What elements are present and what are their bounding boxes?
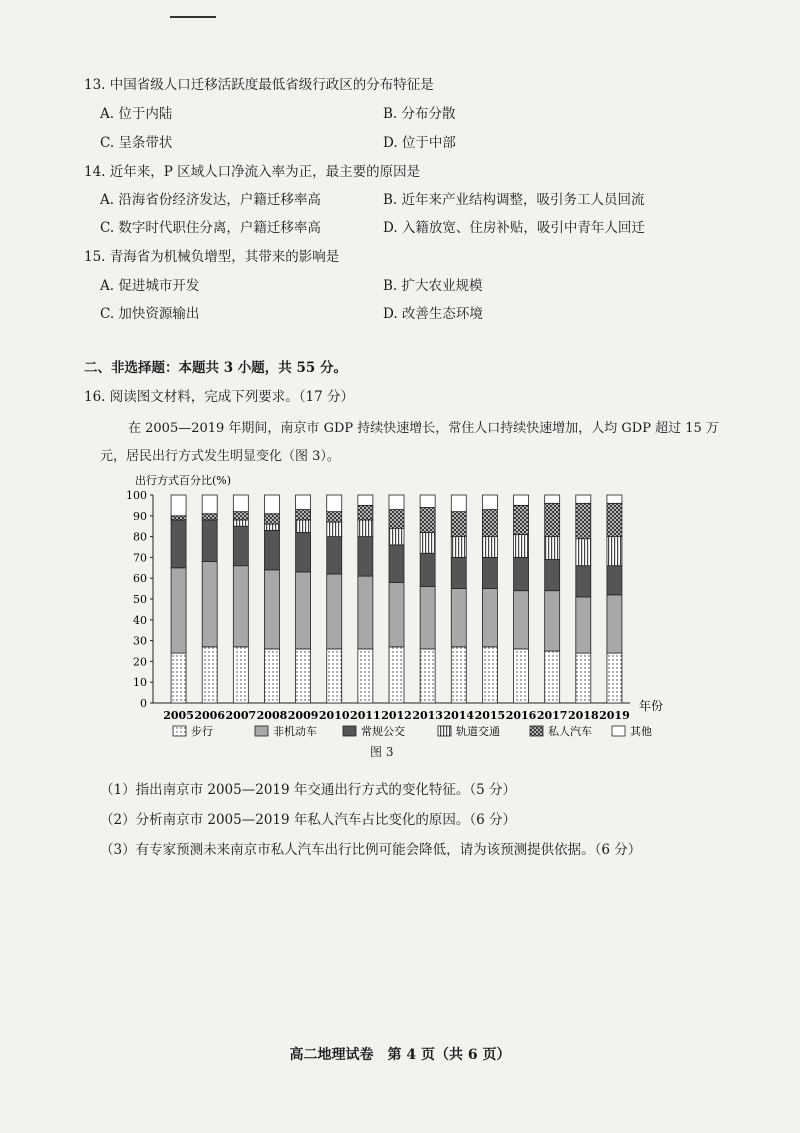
question-13-option-c: C. 呈条带状 (100, 135, 173, 151)
bar-segment-2011-5 (358, 495, 373, 505)
bar-segment-2013-0 (420, 649, 435, 703)
legend-swatch-4 (530, 726, 543, 736)
y-tick-label: 70 (133, 551, 147, 565)
bar-segment-2014-5 (451, 495, 466, 512)
x-tick-label-2006: 2006 (194, 709, 226, 722)
bar-segment-2014-2 (451, 557, 466, 588)
x-tick-label-2019: 2019 (599, 709, 630, 722)
question-16-stem: 16. 阅读图文材料，完成下列要求。（17 分） (84, 389, 354, 405)
legend-swatch-1 (255, 726, 268, 736)
bar-segment-2016-4 (514, 505, 529, 534)
bar-segment-2019-4 (607, 503, 622, 536)
bar-segment-2011-2 (358, 537, 373, 577)
y-tick-label: 40 (133, 613, 147, 627)
question-14-option-c: C. 数字时代职住分离，户籍迁移率高 (100, 220, 321, 236)
y-tick-label: 20 (133, 655, 147, 669)
bar-segment-2005-4 (171, 516, 186, 520)
bar-segment-2011-1 (358, 576, 373, 649)
travel-mode-chart (95, 470, 695, 745)
x-tick-label-2016: 2016 (505, 709, 537, 722)
bar-segment-2019-3 (607, 537, 622, 566)
bar-segment-2015-4 (482, 510, 497, 537)
stacked-bar-chart (95, 470, 695, 745)
figure-caption: 图 3 (370, 745, 394, 759)
question-14-option-d: D. 入籍放宽、住房补贴，吸引中青年人回迁 (383, 220, 645, 236)
bar-segment-2018-0 (576, 653, 591, 703)
bar-segment-2009-4 (296, 510, 311, 520)
material-paragraph-line-2: 元，居民出行方式发生明显变化（图 3）。 (100, 449, 340, 464)
x-tick-label-2008: 2008 (256, 709, 288, 722)
bar-segment-2019-0 (607, 653, 622, 703)
bar-segment-2017-3 (545, 537, 560, 560)
bar-segment-2006-2 (202, 520, 217, 562)
y-tick-label: 80 (133, 530, 147, 544)
bar-segment-2017-2 (545, 559, 560, 590)
bar-segment-2014-3 (451, 537, 466, 558)
bar-segment-2019-1 (607, 595, 622, 653)
bar-segment-2011-4 (358, 505, 373, 520)
bar-segment-2018-5 (576, 495, 591, 503)
question-15-option-c: C. 加快资源输出 (100, 306, 200, 322)
y-tick-label: 10 (133, 676, 147, 690)
bar-segment-2011-3 (358, 520, 373, 537)
legend-label-4: 私人汽车 (548, 725, 592, 738)
bar-segment-2006-5 (202, 495, 217, 514)
bar-segment-2012-4 (389, 510, 404, 529)
bar-segment-2012-5 (389, 495, 404, 510)
bar-segment-2018-4 (576, 503, 591, 538)
legend-swatch-2 (343, 726, 356, 736)
bar-segment-2012-3 (389, 528, 404, 545)
bar-segment-2009-3 (296, 520, 311, 532)
question-14-stem: 14. 近年来，P 区域人口净流入率为正，最主要的原因是 (84, 164, 421, 180)
bar-segment-2006-1 (202, 562, 217, 647)
bar-segment-2008-3 (264, 524, 279, 530)
question-14-option-b: B. 近年来产业结构调整，吸引务工人员回流 (383, 192, 645, 208)
bar-segment-2013-4 (420, 507, 435, 532)
bar-segment-2010-5 (327, 495, 342, 512)
bar-segment-2006-0 (202, 647, 217, 703)
bar-segment-2005-0 (171, 653, 186, 703)
bar-segment-2007-5 (233, 495, 248, 512)
bar-segment-2010-4 (327, 512, 342, 522)
bar-segment-2015-0 (482, 647, 497, 703)
bar-segment-2007-0 (233, 647, 248, 703)
y-tick-label: 30 (133, 634, 147, 648)
question-15-option-b: B. 扩大农业规模 (383, 278, 483, 294)
legend-swatch-0 (173, 726, 186, 736)
x-tick-label-2009: 2009 (287, 709, 319, 722)
x-tick-label-2011: 2011 (350, 709, 381, 722)
material-paragraph-line-1: 在 2005—2019 年期间，南京市 GDP 持续快速增长，常住人口持续快速增加，人均 GDP 超过 15 万 (128, 421, 719, 436)
bar-segment-2010-1 (327, 574, 342, 649)
bar-segment-2014-4 (451, 512, 466, 537)
legend-label-0: 步行 (191, 725, 213, 738)
bar-segment-2013-3 (420, 532, 435, 553)
y-tick-label: 100 (126, 489, 147, 502)
bar-segment-2013-5 (420, 495, 435, 507)
x-tick-label-2005: 2005 (163, 709, 194, 722)
bar-segment-2016-5 (514, 495, 529, 505)
bar-segment-2007-1 (233, 566, 248, 647)
bar-segment-2005-2 (171, 520, 186, 568)
bar-segment-2007-2 (233, 526, 248, 566)
y-tick-label: 0 (140, 697, 147, 710)
x-tick-label-2012: 2012 (381, 709, 412, 722)
bar-segment-2013-2 (420, 553, 435, 586)
question-13-option-a: A. 位于内陆 (100, 106, 173, 122)
legend-label-3: 轨道交通 (456, 725, 500, 738)
question-15-option-a: A. 促进城市开发 (100, 278, 200, 294)
bar-segment-2013-1 (420, 587, 435, 649)
x-tick-labels (163, 709, 629, 722)
section-2-title: 二、非选择题：本题共 3 小题，共 55 分。 (84, 360, 347, 376)
top-scan-mark (170, 16, 216, 18)
bar-segment-2007-4 (233, 512, 248, 520)
bar-segment-2014-1 (451, 589, 466, 647)
x-axis-label: 年份 (639, 699, 664, 713)
bar-segment-2008-5 (264, 495, 279, 514)
bar-segment-2008-4 (264, 514, 279, 524)
x-tick-label-2017: 2017 (536, 709, 568, 722)
bar-segment-2006-4 (202, 514, 217, 520)
y-tick-label: 50 (133, 593, 147, 606)
bar-segment-2005-1 (171, 568, 186, 653)
page-footer: 高二地理试卷 第 4 页（共 6 页） (289, 1047, 511, 1063)
question-16-part-2: （2）分析南京市 2005—2019 年私人汽车占比变化的原因。（6 分） (100, 812, 517, 828)
x-tick-label-2018: 2018 (567, 709, 599, 722)
x-tick-label-2010: 2010 (318, 709, 350, 722)
question-13-option-d: D. 位于中部 (383, 135, 456, 151)
x-tick-label-2015: 2015 (474, 709, 506, 722)
bar-segment-2008-2 (264, 530, 279, 570)
question-13-option-b: B. 分布分散 (383, 106, 456, 122)
bar-segment-2019-5 (607, 495, 622, 503)
bar-segment-2017-4 (545, 503, 560, 536)
bar-segment-2016-0 (514, 649, 529, 703)
bar-segment-2005-5 (171, 495, 186, 516)
bar-segment-2011-0 (358, 649, 373, 703)
bar-segment-2009-1 (296, 572, 311, 649)
bar-segment-2008-1 (264, 570, 279, 649)
bar-segment-2018-2 (576, 566, 591, 597)
question-16-part-3: （3）有专家预测未来南京市私人汽车出行比例可能会降低，请为该预测提供依据。（6 分） (100, 842, 642, 858)
bar-segment-2009-5 (296, 495, 311, 510)
bar-segment-2010-3 (327, 522, 342, 537)
chart-bars (171, 495, 622, 703)
bar-segment-2015-3 (482, 537, 497, 558)
bar-segment-2016-2 (514, 557, 529, 590)
bar-segment-2017-1 (545, 591, 560, 651)
legend-label-2: 常规公交 (361, 725, 405, 738)
bar-segment-2007-3 (233, 520, 248, 526)
legend-swatch-5 (612, 726, 625, 736)
bar-segment-2015-5 (482, 495, 497, 510)
bar-segment-2014-0 (451, 647, 466, 703)
bar-segment-2008-0 (264, 649, 279, 703)
legend-label-1: 非机动车 (273, 725, 317, 738)
question-14-option-a: A. 沿海省份经济发达，户籍迁移率高 (100, 192, 321, 208)
y-axis-label: 出行方式百分比(%) (135, 474, 232, 487)
question-15-option-d: D. 改善生态环境 (383, 306, 483, 322)
bar-segment-2017-0 (545, 651, 560, 703)
legend-label-5: 其他 (630, 725, 652, 738)
x-tick-label-2013: 2013 (412, 709, 443, 722)
y-tick-label: 90 (133, 509, 147, 523)
bar-segment-2012-0 (389, 647, 404, 703)
bar-segment-2012-1 (389, 582, 404, 646)
bar-segment-2018-1 (576, 597, 591, 653)
bar-segment-2018-3 (576, 539, 591, 566)
bar-segment-2009-0 (296, 649, 311, 703)
y-tick-label: 60 (133, 572, 147, 586)
question-13-stem: 13. 中国省级人口迁移活跃度最低省级行政区的分布特征是 (84, 77, 434, 93)
bar-segment-2010-0 (327, 649, 342, 703)
bar-segment-2019-2 (607, 566, 622, 595)
legend-swatch-3 (438, 726, 451, 736)
bar-segment-2009-2 (296, 532, 311, 572)
x-tick-label-2007: 2007 (225, 709, 257, 722)
bar-segment-2012-2 (389, 545, 404, 582)
bar-segment-2017-5 (545, 495, 560, 503)
bar-segment-2016-1 (514, 591, 529, 649)
question-15-stem: 15. 青海省为机械负增型，其带来的影响是 (84, 249, 340, 265)
question-16-part-1: （1）指出南京市 2005—2019 年交通出行方式的变化特征。（5 分） (100, 782, 517, 798)
chart-legend (173, 724, 652, 738)
bar-segment-2015-2 (482, 557, 497, 588)
bar-segment-2015-1 (482, 589, 497, 647)
x-tick-label-2014: 2014 (443, 709, 475, 722)
bar-segment-2016-3 (514, 535, 529, 558)
bar-segment-2010-2 (327, 537, 342, 574)
